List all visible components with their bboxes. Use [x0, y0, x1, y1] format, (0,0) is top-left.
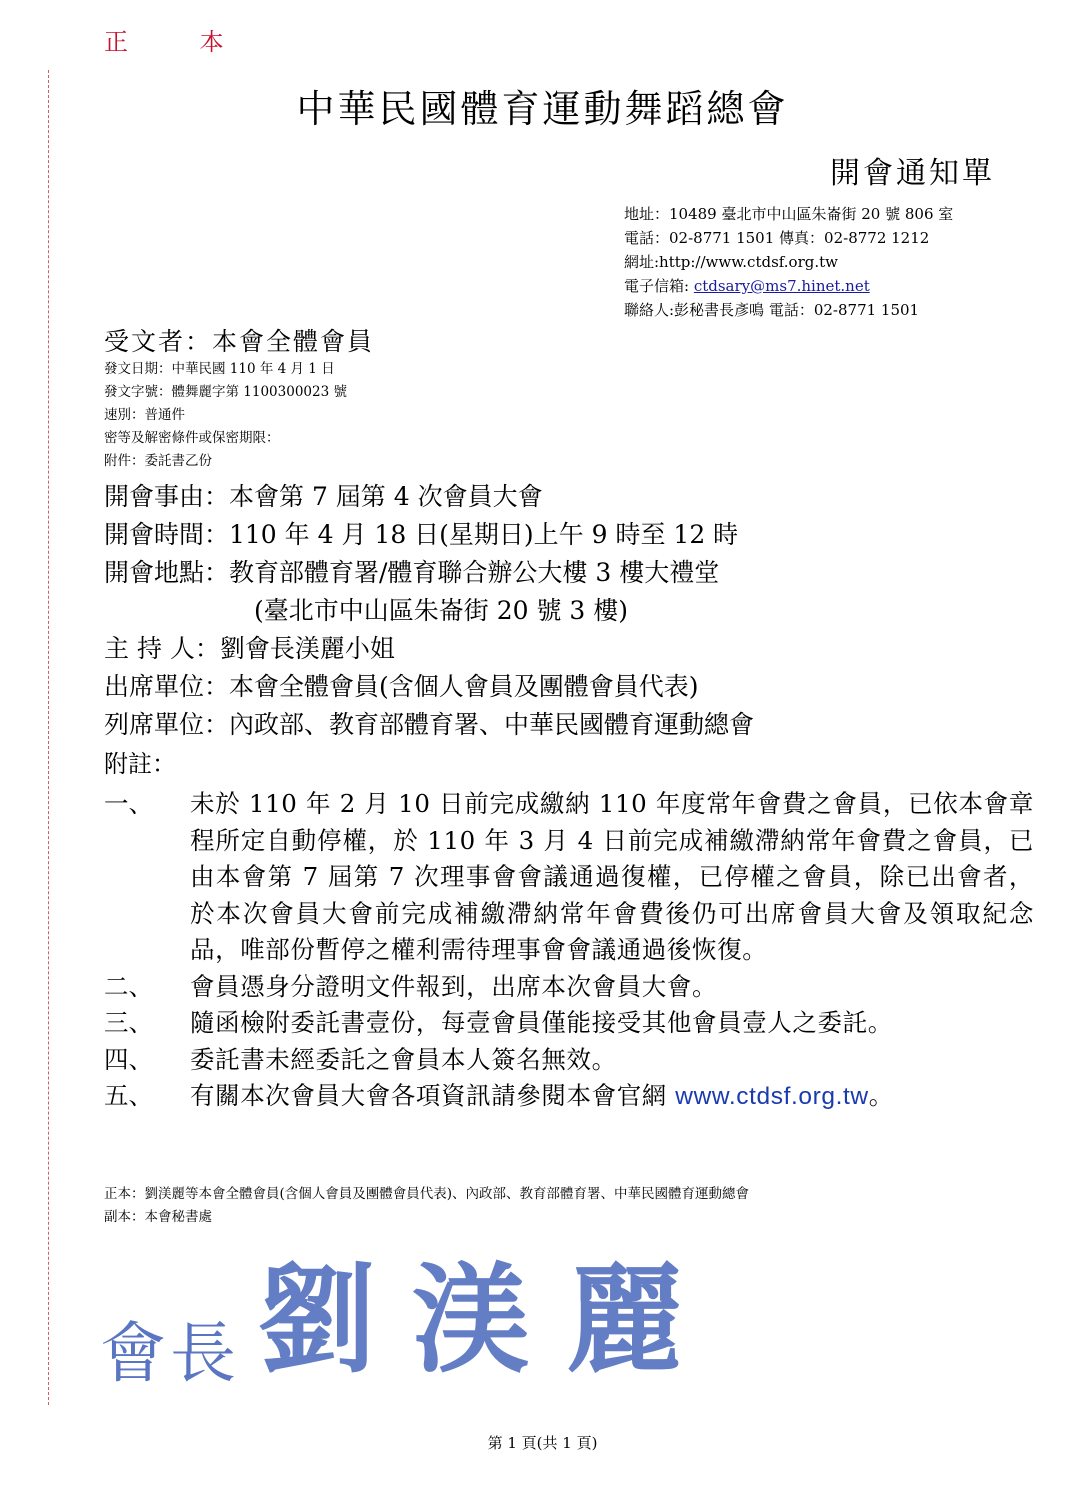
note-number: 三、	[104, 1008, 153, 1037]
meeting-location: 開會地點：教育部體育署/體育聯合辦公大樓 3 樓大禮堂	[104, 558, 720, 587]
distribution-list	[104, 1183, 749, 1229]
recipient: 受文者：本會全體會員	[104, 327, 375, 356]
meeting-time: 開會時間：110 年 4 月 18 日(星期日)上午 9 時至 12 時	[104, 520, 739, 549]
document-type: 開會通知單	[830, 156, 995, 191]
page-footer: 第 1 頁(共 1 頁)	[487, 1434, 598, 1452]
document-meta	[104, 358, 347, 473]
meeting-observers: 列席單位：內政部、教育部體育署、中華民國體育運動總會	[104, 710, 755, 739]
note-text-with-link	[190, 1078, 1034, 1116]
meeting-reason: 開會事由：本會第 7 屆第 4 次會員大會	[104, 482, 543, 511]
notes-title: 附註：	[104, 750, 176, 778]
attachment: 附件：委託書乙份	[104, 453, 212, 469]
note-item	[104, 969, 1034, 1006]
margin-dashed-line	[48, 70, 49, 1405]
notes-list	[104, 786, 1034, 1116]
contact-email-label: 電子信箱:	[624, 277, 694, 295]
meeting-fields	[104, 478, 754, 744]
issue-date: 發文日期：中華民國 110 年 4 月 1 日	[104, 361, 335, 377]
note-text: 委託書未經委託之會員本人簽名無效。	[190, 1044, 617, 1074]
secrecy-level: 密等及解密條件或保密期限：	[104, 430, 280, 446]
note-item	[104, 1005, 1034, 1042]
note-text: 隨函檢附委託書壹份，每壹會員僅能接受其他會員壹人之委託。	[190, 1008, 893, 1037]
document-number: 發文字號：體舞麗字第 1100300023 號	[104, 384, 347, 400]
contact-website: 網址:http://www.ctdsf.org.tw	[624, 253, 838, 271]
note-item	[104, 786, 1034, 969]
chairperson-seal	[100, 1245, 720, 1395]
organization-title: 中華民國體育運動舞蹈總會	[296, 87, 789, 131]
note-item	[104, 1078, 1034, 1116]
note-text: 未於 110 年 2 月 10 日前完成繳納 110 年度常年會費之會員，已依本會章程所定自動停權，於 110 年 3 月 4 日前完成補繳滯納常年會費之會員，已由本會第 7 屆第 7 次理事會會議通過復權，已停權之會員，除已出會者，於本次會員大會前完成補繳滯納常年會費後仍可出席會員大會及領取紀念品，唯部份暫停之權利需待理事會會議通過後恢復。	[190, 789, 1034, 964]
original-copy-stamp: 正 本	[104, 28, 256, 56]
note-item	[104, 1042, 1034, 1079]
seal-name: 劉渼麗	[258, 1250, 721, 1389]
contact-email-link[interactable]: ctdsary@ms7.hinet.net	[693, 277, 870, 295]
contact-block	[624, 202, 953, 322]
contact-phone-fax: 電話：02-8771 1501 傳真：02-8772 1212	[624, 229, 930, 247]
cc-original: 正本：劉渼麗等本會全體會員(含個人會員及團體會員代表)、內政部、教育部體育署、中華民國體育運動總會	[104, 1186, 750, 1202]
meeting-attendees: 出席單位：本會全體會員(含個人會員及團體會員代表)	[104, 672, 699, 701]
contact-address: 地址：10489 臺北市中山區朱崙街 20 號 806 室	[624, 205, 954, 223]
note-number: 一、	[104, 789, 153, 818]
meeting-location-detail: (臺北市中山區朱崙街 20 號 3 樓)	[254, 596, 629, 625]
note-number: 四、	[104, 1044, 153, 1074]
contact-person: 聯絡人:彭秘書長彥鳴 電話：02-8771 1501	[624, 301, 920, 319]
priority: 速別：普通件	[104, 407, 185, 423]
note-text: 會員憑身分證明文件報到，出席本次會員大會。	[190, 971, 718, 1001]
note-suffix: 。	[868, 1081, 894, 1110]
website-link[interactable]: www.ctdsf.org.tw	[675, 1083, 869, 1110]
seal-title: 會長	[100, 1315, 240, 1392]
note-number: 二、	[104, 971, 153, 1001]
note-text: 有關本次會員大會各項資訊請參閱本會官網	[190, 1081, 676, 1110]
cc-copy: 副本：本會秘書處	[104, 1209, 212, 1225]
meeting-chair: 主 持 人：劉會長渼麗小姐	[104, 634, 395, 663]
note-number: 五、	[104, 1081, 153, 1110]
contact-email-row	[624, 274, 953, 298]
